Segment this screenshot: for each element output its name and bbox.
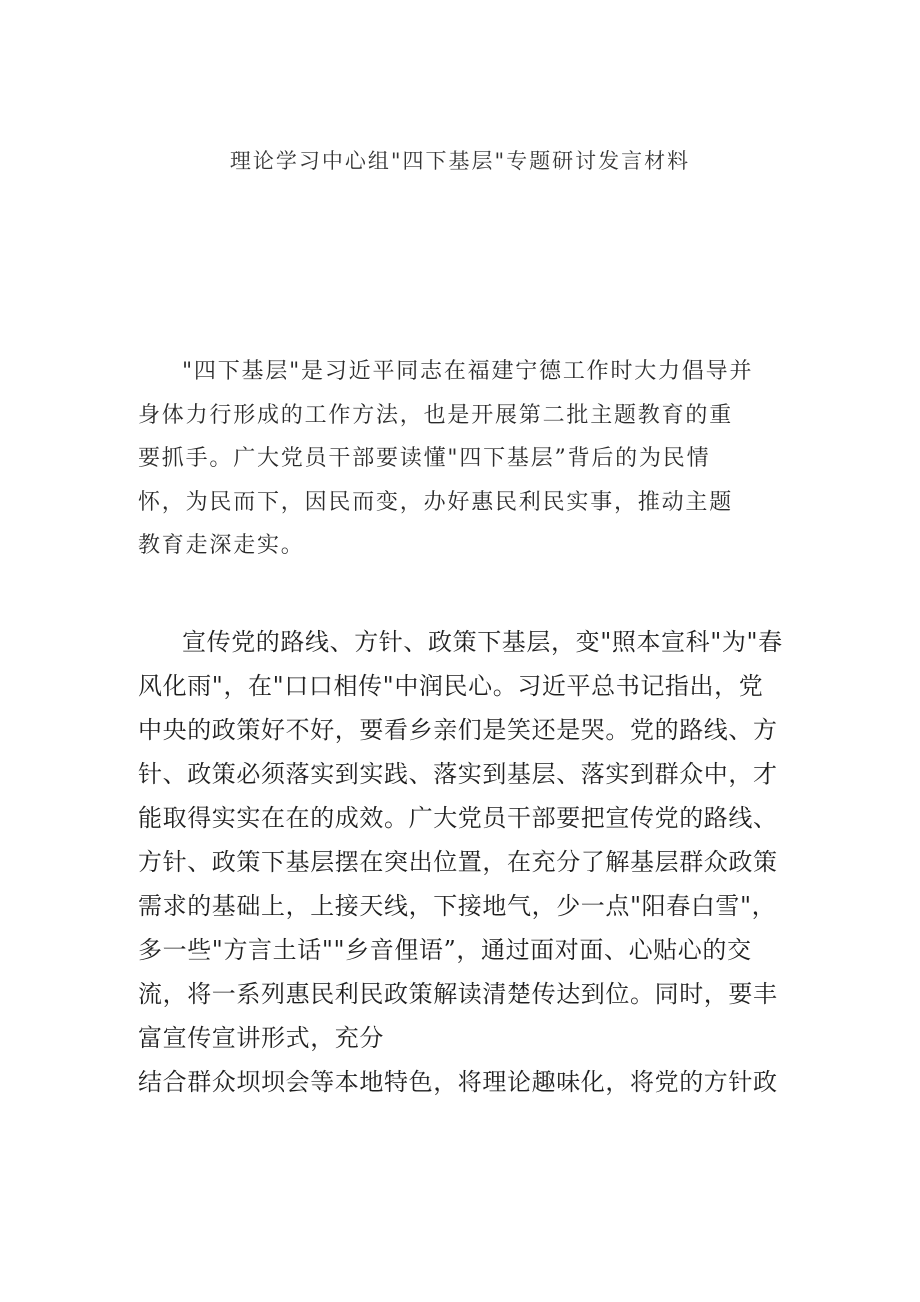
paragraph-line: 身体力行形成的工作方法，也是开展第二批主题教育的重 xyxy=(138,402,734,428)
paragraph-line: 教育走深走实。 xyxy=(138,533,305,558)
document-title: 理论学习中心组"四下基层"专题研讨发言材料 xyxy=(229,149,691,173)
paragraph-line: "四下基层"是习近平同志在福建宁德工作时大力倡导并 xyxy=(182,359,754,384)
paragraph-line: 需求的基础上，上接天线，下接地气，少一点"阳春白雪"， xyxy=(138,892,777,920)
paragraph-line: 富宣传宣讲形式，充分 xyxy=(138,1024,384,1052)
paragraph-line: 能取得实实在在的成效。广大党员干部要把宣传党的路线、 xyxy=(138,804,778,832)
paragraph-line: 中央的政策好不好，要看乡亲们是笑还是哭。党的路线、方 xyxy=(138,716,778,744)
paragraph-2 xyxy=(138,620,798,1104)
paragraph-line: 怀，为民而下，因民而变，办好惠民利民实事，推动主题 xyxy=(138,489,734,515)
paragraph-line: 流，将一系列惠民利民政策解读清楚传达到位。同时，要丰 xyxy=(138,980,778,1008)
paragraph-line: 要抓手。广大党员干部要读懂"四下基层”背后的为民情 xyxy=(138,446,711,471)
paragraph-1 xyxy=(138,350,798,568)
paragraph-line: 方针、政策下基层摆在突出位置，在充分了解基层群众政策 xyxy=(138,848,778,876)
paragraph-line: 宣传党的路线、方针、政策下基层，变"照本宣科"为"春 xyxy=(182,628,783,656)
paragraph-line: 针、政策必须落实到实践、落实到基层、落实到群众中，才 xyxy=(138,760,778,788)
paragraph-line: 结合群众坝坝会等本地特色，将理论趣味化，将党的方针政 xyxy=(138,1068,778,1096)
paragraph-line: 风化雨"，在"口口相传"中润民心。习近平总书记指出，党 xyxy=(138,672,764,700)
paragraph-line: 多一些"方言土话""乡音俚语”，通过面对面、心贴心的交 xyxy=(138,936,752,964)
